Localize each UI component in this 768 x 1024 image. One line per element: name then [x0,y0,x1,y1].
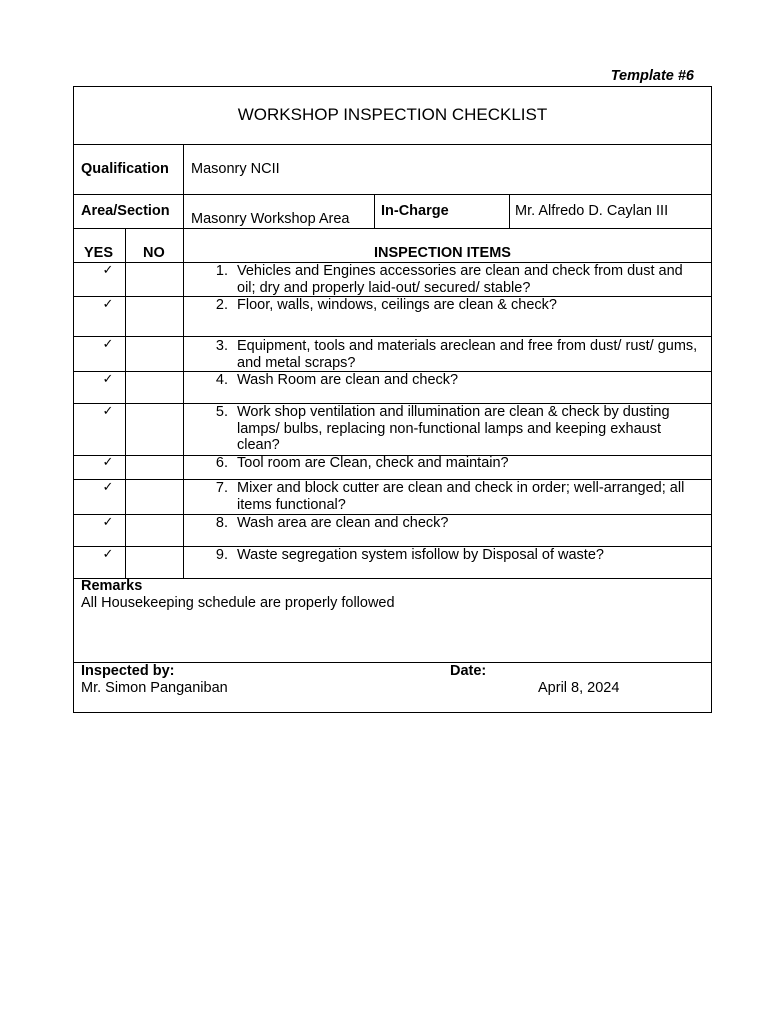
yes-column-header: YES [84,245,114,261]
date-label: Date: [450,663,487,679]
item-text: Vehicles and Engines accessories are clean and check from dust and oil; dry and properly laid-out/ secured/ stable? [237,263,683,296]
item-text: Wash Room are clean and check? [237,372,459,388]
yes-check-mark: ✓ [102,337,114,352]
item-number: 5. [215,404,228,420]
divider [183,194,184,229]
qualification-value: Masonry NCII [191,161,280,177]
item-number: 7. [215,480,228,496]
area-label: Area/Section [81,203,170,219]
divider [74,228,711,229]
item-number: 8. [215,515,228,531]
item-text: Waste segregation system isfollow by Disposal of waste? [237,547,604,563]
in-charge-value: Mr. Alfredo D. Caylan III [515,203,669,219]
divider [183,144,184,195]
no-column-header: NO [143,245,165,261]
inspected-by-value: Mr. Simon Panganiban [81,680,228,696]
yes-check-mark: ✓ [102,480,114,495]
item-number: 4. [215,372,228,388]
item-text: Floor, walls, windows, ceilings are clean & check? [237,297,557,313]
template-label: Template #6 [610,68,694,84]
yes-check-mark: ✓ [102,404,114,419]
item-text: Tool room are Clean, check and maintain? [237,455,509,471]
yes-check-mark: ✓ [102,263,114,278]
inspected-by-label: Inspected by: [81,663,175,679]
qualification-label: Qualification [81,161,169,177]
yes-check-mark: ✓ [102,297,114,312]
divider [74,144,711,145]
remarks-label: Remarks [81,578,143,594]
item-number: 1. [215,263,228,279]
date-value: April 8, 2024 [538,680,620,696]
form-title: WORKSHOP INSPECTION CHECKLIST [237,105,548,124]
item-number: 2. [215,297,228,313]
divider [509,194,510,229]
inspection-items-header: INSPECTION ITEMS [374,245,511,261]
item-number: 9. [215,547,228,563]
in-charge-label: In-Charge [381,203,449,219]
item-text: Wash area are clean and check? [237,515,449,531]
item-text: Equipment, tools and materials areclean and free from dust/ rust/ gums, and metal scraps? [237,338,698,371]
yes-check-mark: ✓ [102,515,114,530]
yes-check-mark: ✓ [102,372,114,387]
divider [74,578,711,579]
yes-check-mark: ✓ [102,547,114,562]
item-number: 6. [215,455,228,471]
area-value: Masonry Workshop Area [191,211,350,227]
yes-check-mark: ✓ [102,455,114,470]
divider [74,336,711,337]
divider [374,194,375,229]
item-text: Work shop ventilation and illumination are clean & check by dusting lamps/ bulbs, replacing non-functional lamps and keeping exhaust clean? [237,404,670,453]
inspection-checklist-form [73,86,712,713]
item-number: 3. [215,338,228,354]
divider [74,194,711,195]
remarks-value: All Housekeeping schedule are properly followed [81,595,395,611]
item-text: Mixer and block cutter are clean and check in order; well-arranged; all items functional? [237,480,685,513]
